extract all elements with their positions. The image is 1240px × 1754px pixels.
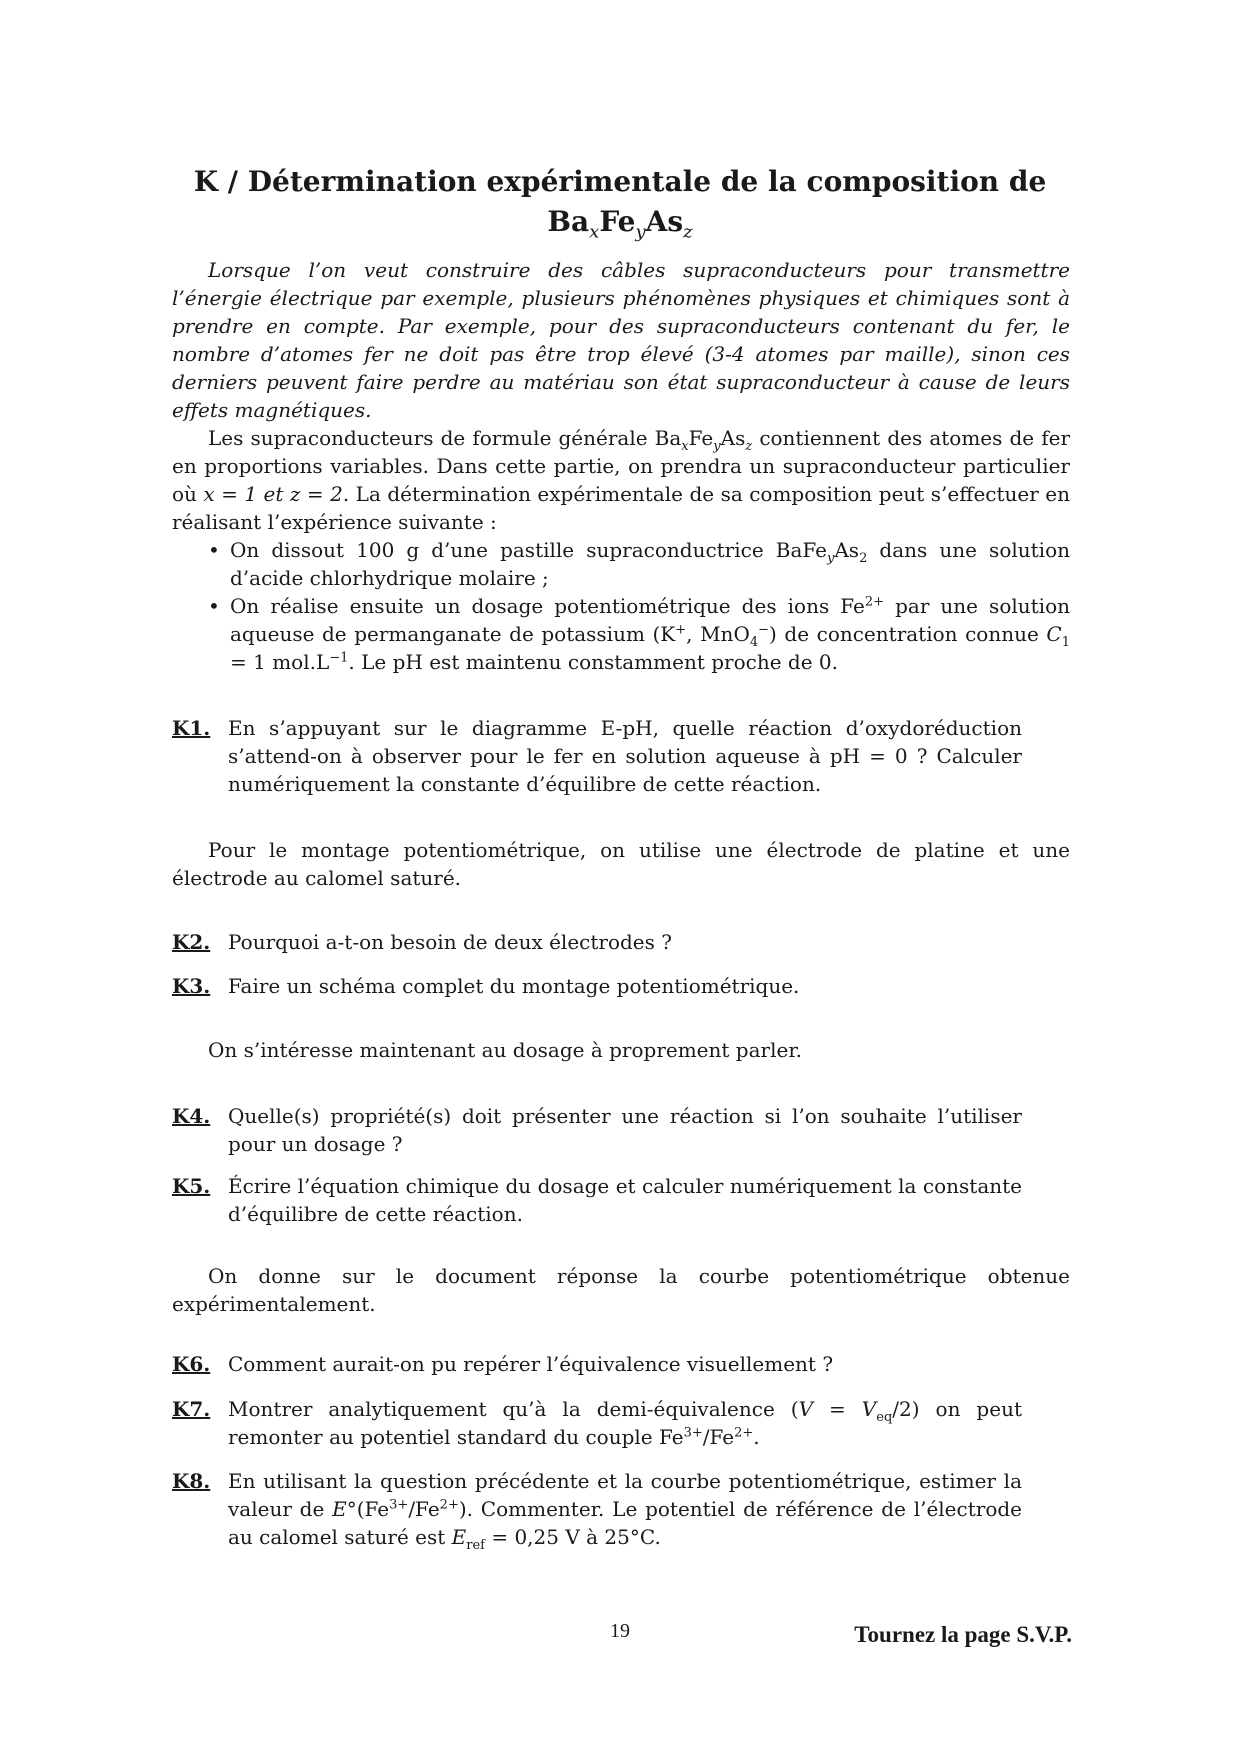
question-text: En utilisant la question précédente et la courbe potentiométrique, estimer la valeur de $E^\circ(Fe^{3+}/Fe^{2+})$. Commenter. Le potentiel de référence de l’électrode au calomel saturé est $E_{ref} = 0,25$ V à 25°C. xyxy=(228,1469,1022,1553)
title-formula: $Ba_xFe_yAs_z$ xyxy=(547,205,693,243)
list-item: • On réalise ensuite un dosage potentiométrique des ions $Fe^{2+}$ par une solution aqueuse de permanganate de potassium (K+, MnO$_4$−) de concentration connue $C_1 = 1$ $mol.L^{-1}$. Le pH est maintenu constamment proche de 0. xyxy=(208,594,1070,674)
question-text: Pourquoi a-t-on besoin de deux électrodes ? xyxy=(228,930,672,954)
question-label: K5. xyxy=(172,1174,211,1198)
paragraph-formula: Les supraconducteurs de formule générale $Ba_xFe_yAs_z$ contiennent des atomes de fer en proportions variables. Dans cette partie, on prendra un supraconducteur particulier où x = 1 et z = 2. La détermination expérimentale de sa composition peut s’effectuer en réalisant l’expérience suivante : xyxy=(172,426,1071,534)
question-label: K2. xyxy=(172,930,211,954)
question-label: K8. xyxy=(172,1469,211,1493)
section-title xyxy=(170,162,1070,242)
question-k4 xyxy=(172,1102,1022,1158)
question-text: Faire un schéma complet du montage potentiométrique. xyxy=(228,974,800,998)
question-text: Écrire l’équation chimique du dosage et calculer numériquement la constante d’équilibre de cette réaction. xyxy=(228,1174,1022,1226)
question-k2 xyxy=(172,928,1022,956)
question-label: K4. xyxy=(172,1104,211,1128)
question-text: En s’appuyant sur le diagramme E-pH, quelle réaction d’oxydoréduction s’attend-on à observer pour le fer en solution aqueuse à pH = 0 ? Calculer numériquement la constante d’équilibre de cette réaction. xyxy=(228,716,1022,796)
question-k7 xyxy=(172,1395,1022,1451)
question-label: K7. xyxy=(172,1397,211,1421)
paragraph-courbe: On donne sur le document réponse la courbe potentiométrique obtenue expérimentalement. xyxy=(172,1264,1070,1316)
question-k3 xyxy=(172,972,1022,1000)
question-text: Comment aurait-on pu repérer l’équivalence visuellement ? xyxy=(228,1352,834,1376)
question-k6 xyxy=(172,1350,1022,1378)
intro-paragraph: Lorsque l’on veut construire des câbles supraconducteurs pour transmettre l’énergie électrique par exemple, plusieurs phénomènes physiques et chimiques sont à prendre en compte. Par exemple, pour des supraconducteurs contenant du fer, le nombre d’atomes fer ne doit pas être trop élevé (3-4 atomes par maille), sinon ces derniers peuvent faire perdre au matériau son état supraconducteur à cause de leurs effets magnétiques. xyxy=(172,258,1070,422)
turn-page-note: Tournez la page S.V.P. xyxy=(854,1622,1072,1647)
title-line-1: K / Détermination expérimentale de la composition de xyxy=(193,165,1047,198)
question-k1 xyxy=(172,714,1022,798)
question-k8 xyxy=(172,1467,1022,1551)
paragraph-dosage: On s’intéresse maintenant au dosage à proprement parler. xyxy=(208,1038,803,1062)
question-label: K6. xyxy=(172,1352,211,1376)
question-label: K3. xyxy=(172,974,211,998)
list-item: • On dissout 100 g d’une pastille supraconductrice $BaFe_yAs_2$ dans une solution d’acide chlorhydrique molaire ; xyxy=(208,538,1070,590)
question-label: K1. xyxy=(172,716,211,740)
page-number: 19 xyxy=(610,1620,630,1642)
experiment-list xyxy=(172,536,1070,676)
paragraph-montage: Pour le montage potentiométrique, on utilise une électrode de platine et une électrode au calomel saturé. xyxy=(172,838,1070,890)
question-k5 xyxy=(172,1172,1022,1228)
question-text: Quelle(s) propriété(s) doit présenter une réaction si l’on souhaite l’utiliser pour un dosage ? xyxy=(228,1104,1022,1156)
question-text: Montrer analytiquement qu’à la demi-équivalence $(V = V_{eq}/2)$ on peut remonter au potentiel standard du couple $Fe^{3+}/Fe^{2+}$. xyxy=(228,1397,1022,1449)
